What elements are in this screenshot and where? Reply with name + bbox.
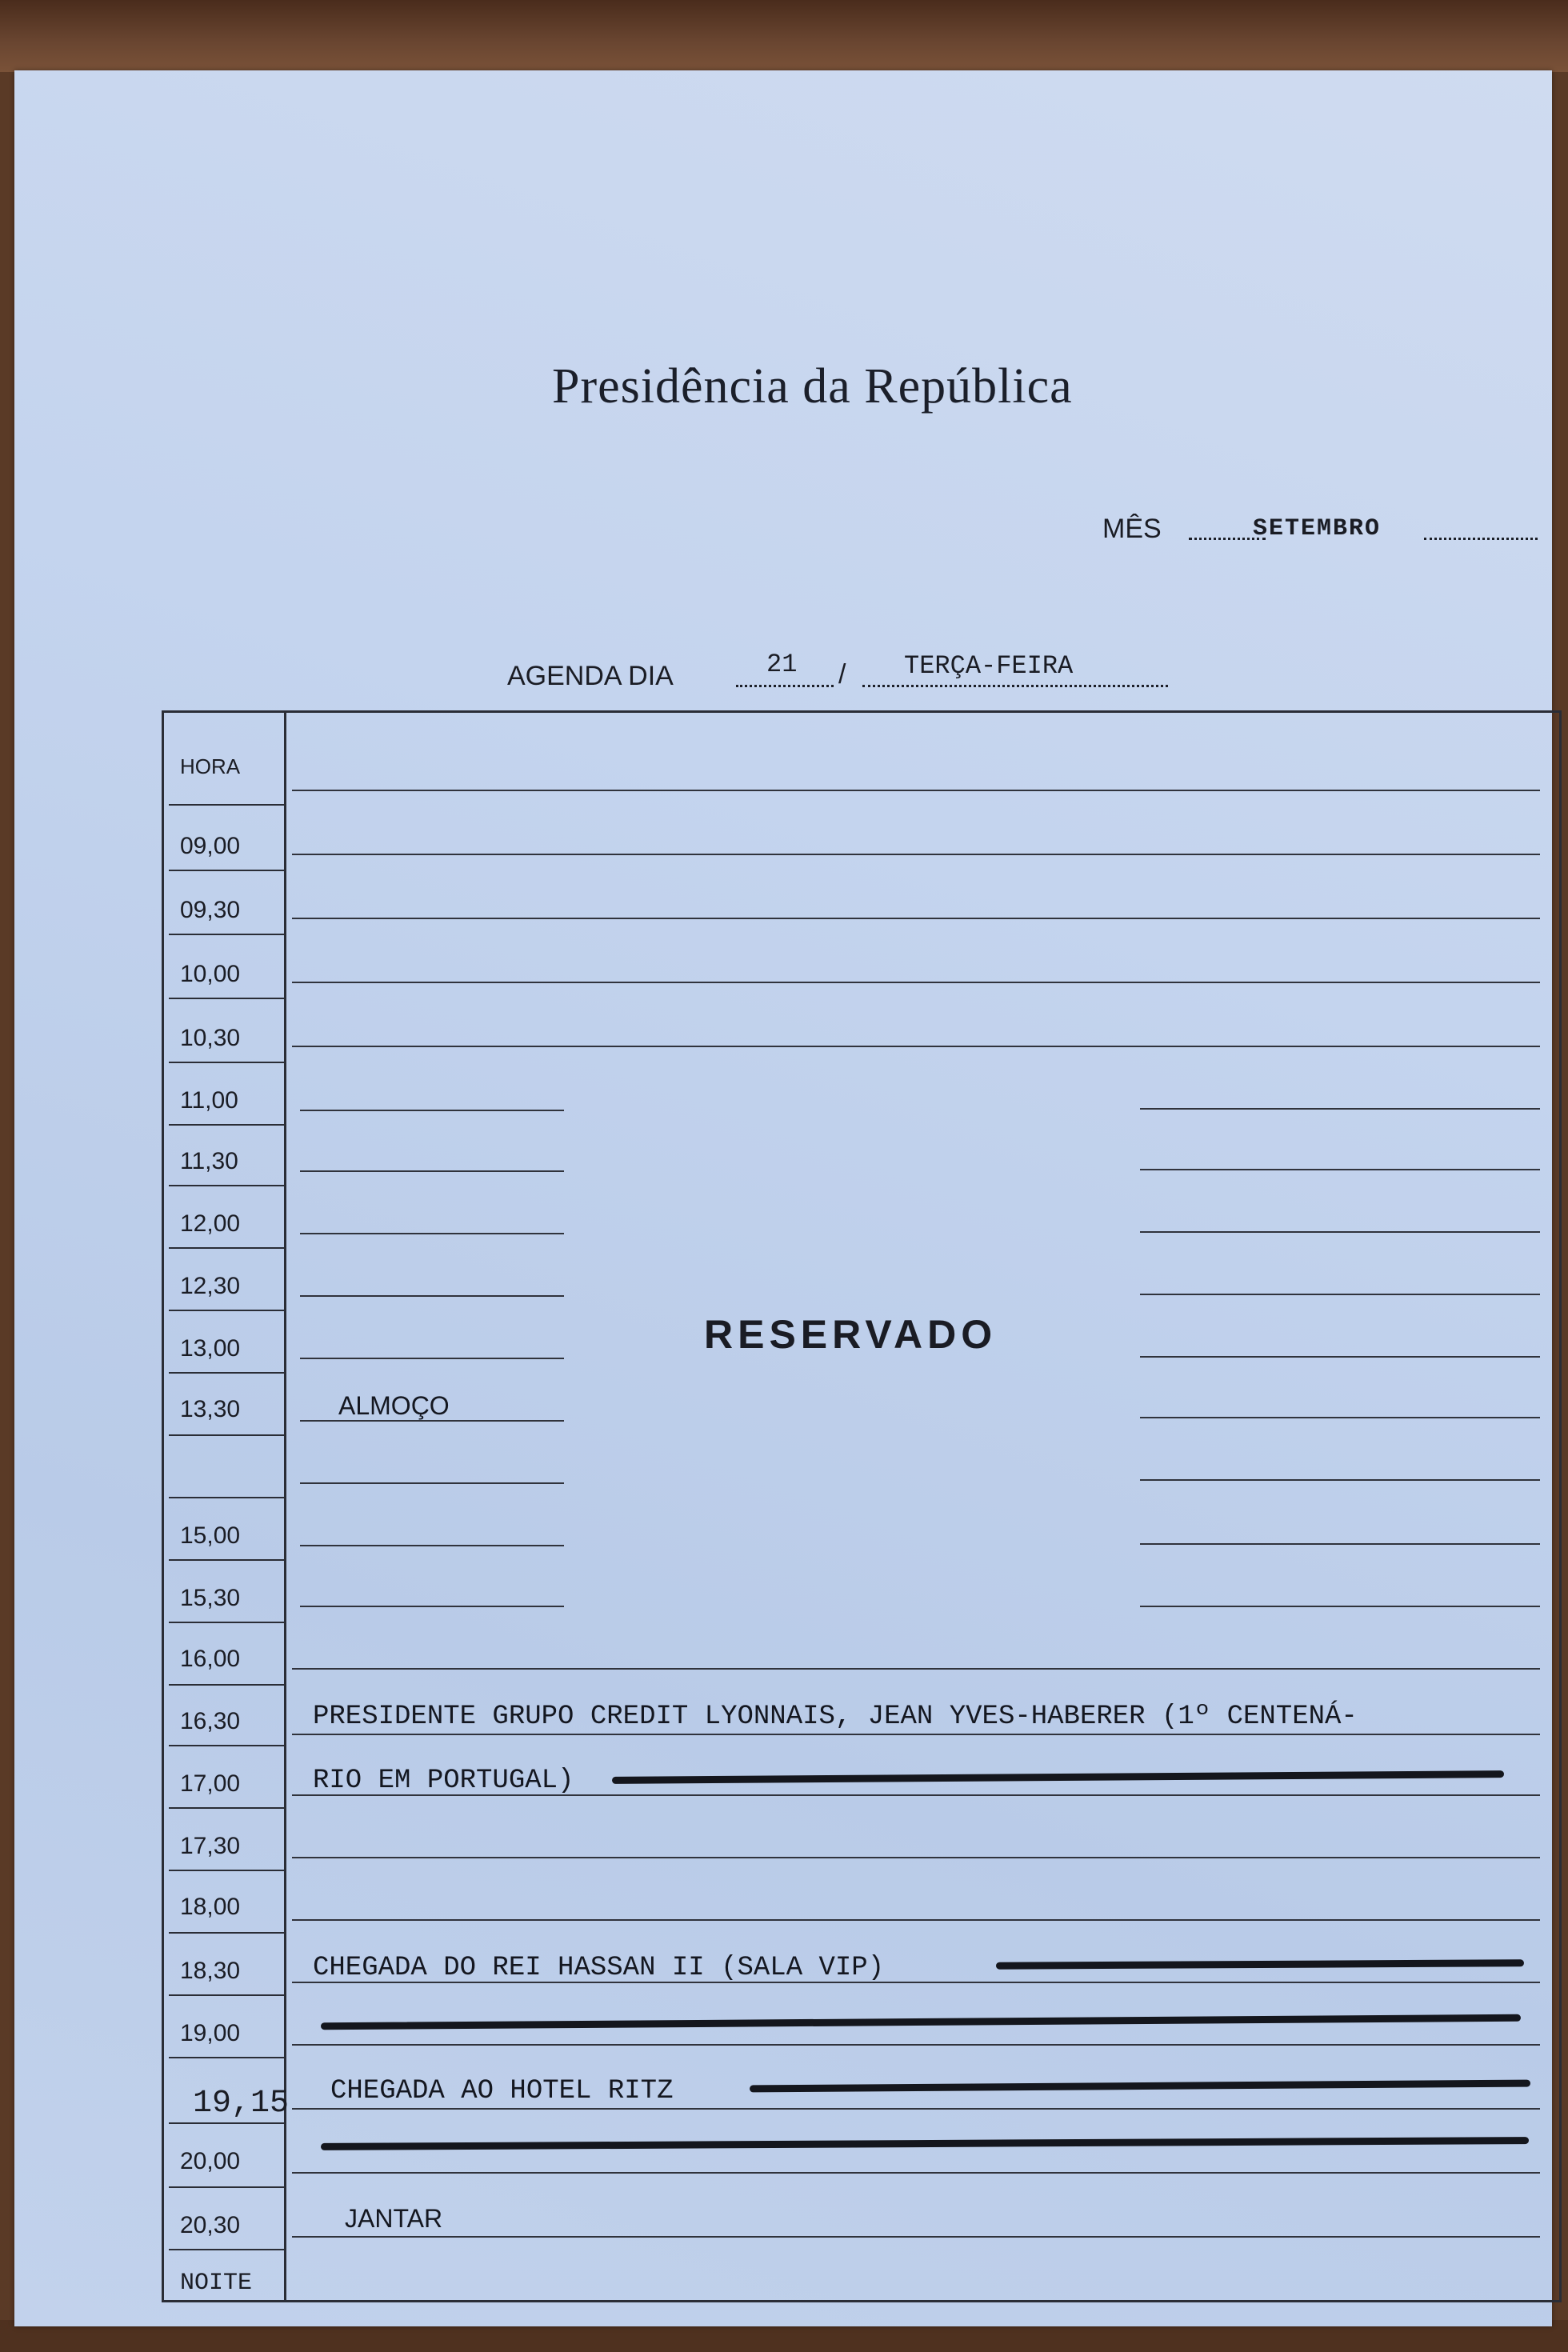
entry-credit-lyonnais: PRESIDENTE GRUPO CREDIT LYONNAIS, JEAN YVES-HABERER (1º CENTENÁ- [313, 1702, 1358, 1732]
hour-1200: 12,00 [180, 1210, 241, 1237]
hour-1330: 13,30 [180, 1396, 241, 1422]
hour-1630: 16,30 [180, 1708, 241, 1734]
handwritten-line [612, 1770, 1504, 1784]
hour-divider [169, 2122, 284, 2124]
row-line-left [300, 1295, 564, 1297]
hour-0900: 09,00 [180, 833, 241, 859]
hour-1730: 17,30 [180, 1833, 241, 1859]
hour-divider [169, 1372, 284, 1374]
hour-1030: 10,30 [180, 1025, 241, 1051]
row-line [292, 1857, 1540, 1858]
row-line [292, 1734, 1540, 1735]
row-line-right [1140, 1606, 1540, 1607]
entry-almoco: ALMOÇO [338, 1391, 450, 1420]
hour-header: HORA [180, 754, 241, 778]
hour-column-divider [284, 713, 286, 2300]
hour-divider [169, 1622, 284, 1623]
row-line-right [1140, 1294, 1540, 1295]
month-dotted-line-end [1424, 538, 1538, 540]
row-line-right [1140, 1231, 1540, 1233]
hour-divider [169, 2249, 284, 2250]
hour-0930: 09,30 [180, 897, 241, 923]
row-line [292, 2044, 1540, 2046]
row-line-left [300, 1170, 564, 1172]
hour-divider [169, 1124, 284, 1126]
row-line-left [300, 1606, 564, 1607]
row-line [292, 1668, 1540, 1670]
row-line-left [300, 1110, 564, 1111]
hour-divider [169, 1870, 284, 1871]
hour-1130: 11,30 [180, 1148, 238, 1174]
entry-jantar: JANTAR [345, 2204, 443, 2233]
agenda-day-separator: / [838, 659, 846, 690]
hour-1100: 11,00 [180, 1087, 238, 1114]
entry-hassan: CHEGADA DO REI HASSAN II (SALA VIP) [313, 1953, 885, 1983]
hour-divider [169, 1559, 284, 1561]
row-line-right [1140, 1479, 1540, 1481]
row-line-right [1140, 1356, 1540, 1358]
entry-ritz: CHEGADA AO HOTEL RITZ [330, 2076, 674, 2106]
row-line [292, 2236, 1540, 2238]
month-value: SETEMBRO [1253, 515, 1382, 542]
hour-1600: 16,00 [180, 1646, 241, 1672]
hour-1830: 18,30 [180, 1958, 241, 1984]
day-dotted-line [736, 685, 834, 687]
hour-divider [169, 2186, 284, 2188]
hour-2030: 20,30 [180, 2212, 241, 2238]
hour-2000: 20,00 [180, 2148, 241, 2174]
agenda-sheet [14, 70, 1552, 2326]
hour-divider [169, 1062, 284, 1063]
hour-divider [169, 870, 284, 871]
hour-divider [169, 1745, 284, 1746]
hour-noite: NOITE [180, 2270, 253, 2297]
agenda-weekday: TERÇA-FEIRA [904, 651, 1074, 681]
row-line [292, 2172, 1540, 2174]
hour-divider [169, 804, 284, 806]
row-line [292, 1919, 1540, 1921]
agenda-day-label: AGENDA DIA [507, 661, 674, 691]
reserved-stamp: RESERVADO [704, 1312, 998, 1357]
desk-surface [0, 0, 1568, 72]
row-line-left [300, 1545, 564, 1546]
row-line [292, 1046, 1540, 1047]
row-line [292, 2108, 1540, 2110]
hour-divider [169, 1994, 284, 1996]
hour-1000: 10,00 [180, 961, 241, 987]
row-line [292, 790, 1540, 791]
hour-divider [169, 1932, 284, 1934]
agenda-table [162, 710, 1562, 2302]
hour-divider [169, 1434, 284, 1436]
hour-1915-handwritten: 19,15 [193, 2086, 290, 2122]
hour-divider [169, 934, 284, 935]
hour-1500: 15,00 [180, 1522, 241, 1549]
row-line [292, 982, 1540, 983]
hour-1700: 17,00 [180, 1770, 241, 1797]
row-line-right [1140, 1108, 1540, 1110]
row-line-right [1140, 1543, 1540, 1545]
hour-1300: 13,00 [180, 1335, 241, 1362]
hour-divider [169, 2057, 284, 2058]
hour-divider [169, 998, 284, 999]
row-line [292, 918, 1540, 919]
row-line-right [1140, 1417, 1540, 1418]
hour-divider [169, 1185, 284, 1186]
handwritten-line [996, 1959, 1524, 1969]
hour-1530: 15,30 [180, 1585, 241, 1611]
row-line-right [1140, 1169, 1540, 1170]
letterhead-title: Presidência da República [552, 359, 1073, 414]
hour-divider [169, 1684, 284, 1686]
row-line-left [300, 1233, 564, 1234]
hour-1230: 12,30 [180, 1273, 241, 1299]
hour-divider [169, 1497, 284, 1498]
hour-divider [169, 1807, 284, 1809]
hour-divider [169, 1310, 284, 1311]
hour-1800: 18,00 [180, 1894, 241, 1920]
row-line [292, 854, 1540, 855]
handwritten-line [321, 2014, 1521, 2030]
row-line-left [300, 1358, 564, 1359]
month-label: MÊS [1102, 514, 1162, 544]
weekday-dotted-line [862, 685, 1168, 687]
entry-credit-lyonnais-cont: RIO EM PORTUGAL) [313, 1766, 574, 1796]
row-line-left [300, 1482, 564, 1484]
handwritten-line [750, 2080, 1530, 2093]
hour-divider [169, 1247, 284, 1249]
handwritten-line [321, 2137, 1529, 2150]
hour-1900: 19,00 [180, 2020, 241, 2046]
agenda-day-number: 21 [766, 650, 798, 679]
